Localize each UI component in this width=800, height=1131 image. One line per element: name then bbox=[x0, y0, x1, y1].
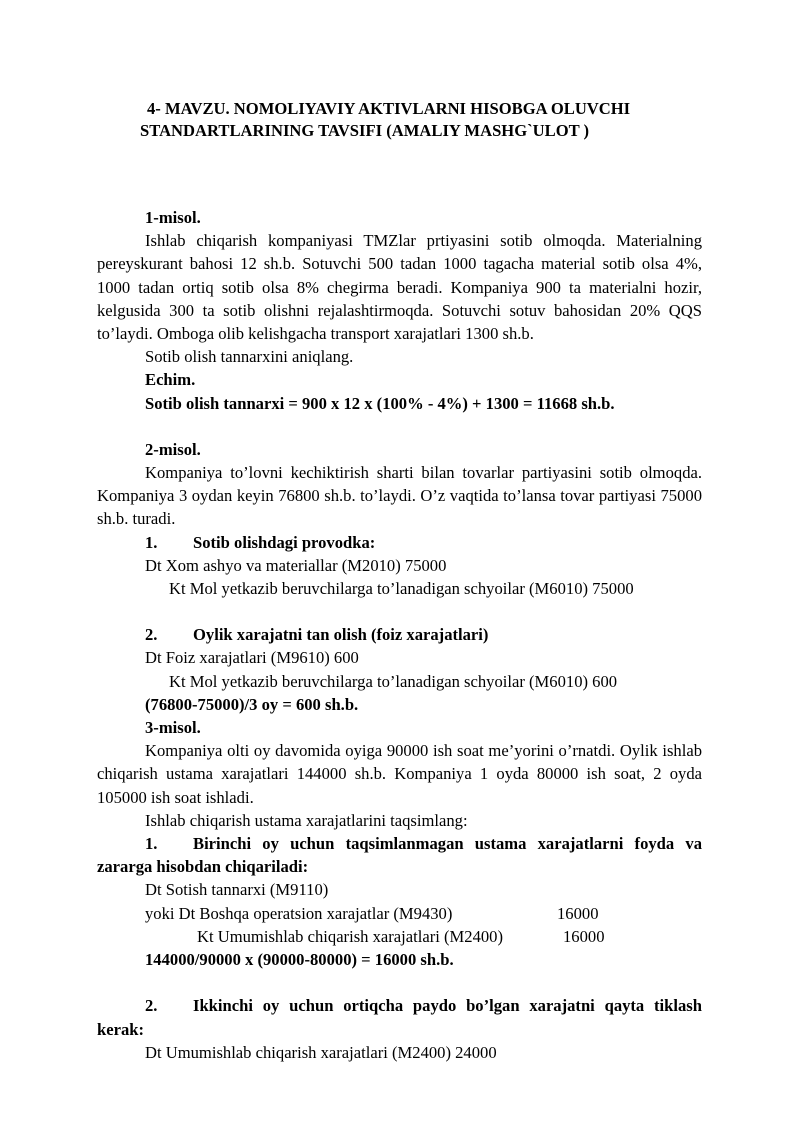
title-line-1: 4- MAVZU. NOMOLIYAVIY AKTIVLARNI HISOBGA OLUVCHI bbox=[147, 99, 631, 118]
ex3-step1-title: Birinchi oy uchun taqsimlanmagan ustama xarajatlarni foyda va zararga hisobdan chiqariladi: bbox=[97, 834, 702, 877]
ex3-step1-formula: 144000/90000 x (90000-80000) = 16000 sh.b. bbox=[145, 950, 454, 970]
ex3-task: Ishlab chiqarish ustama xarajatlarini taqsimlang: bbox=[145, 810, 468, 830]
ex3-heading: 3-misol. bbox=[145, 718, 201, 738]
page-title bbox=[97, 98, 702, 142]
ex2-step2-debit: Dt Foiz xarajatlari (M9610) 600 bbox=[145, 648, 359, 668]
ex1-heading: 1-misol. bbox=[145, 208, 201, 227]
ex3-step1-credit bbox=[97, 925, 702, 948]
ex2-step2-title: Oylik xarajatni tan olish (foiz xarajatlari) bbox=[193, 625, 489, 645]
ex3-step2-debit: Dt Umumishlab chiqarish xarajatlari (M2400) 24000 bbox=[145, 1042, 497, 1062]
ex1-text: Ishlab chiqarish kompaniyasi TMZlar prtiyasini sotib olmoqda. Materialning pereyskurant bahosi 12 sh.b. Sotuvchi 500 tadan 1000 tagacha material sotib olsa 4%, 1000 tadan ortiq sotib olsa 8% chegirma beradi. Kompaniya 900 ta materialni hozir, kelgusida 300 ta sotib olishni rejalashtirmoqda. Sotuvchi sotuv bahosidan 20% QQS to’laydi. Omboga olib kelishgacha transport xarajatlari 1300 sh.b. bbox=[97, 231, 702, 344]
ex2-step2 bbox=[97, 623, 702, 646]
ex3-text: Kompaniya olti oy davomida oyiga 90000 ish soat me’yorini o’rnatdi. Oylik ishlab chiqarish ustama xarajatlari 144000 sh.b. Kompaniya 1 oyda 80000 ish soat, 2 oyda 105000 ish soat ishladi. bbox=[97, 741, 702, 807]
ex3-step1-debit: Dt Sotish tannarxi (M9110) bbox=[145, 880, 329, 900]
ex2-step2-formula: (76800-75000)/3 oy = 600 sh.b. bbox=[145, 694, 359, 714]
ex3-step2-title: Ikkinchi oy uchun ortiqcha paydo bo’lgan xarajatni qayta tiklash kerak: bbox=[97, 996, 702, 1039]
ex3-step1 bbox=[97, 832, 702, 878]
ex1-task: Sotib olish tannarxini aniqlang. bbox=[145, 347, 354, 367]
ex3-step1-debit-alt-label: yoki Dt Boshqa operatsion xarajatlar (M9430) bbox=[145, 903, 453, 923]
ex3-step1-credit-amount: 16000 bbox=[563, 926, 605, 946]
ex2-step1-number: 1. bbox=[145, 532, 158, 552]
ex2-heading: 2-misol. bbox=[145, 439, 201, 459]
ex3-step1-credit-label: Kt Umumishlab chiqarish xarajatlari (M2400) bbox=[197, 926, 503, 946]
ex3-step1-debit-alt bbox=[97, 902, 702, 925]
ex2-step1 bbox=[97, 531, 702, 554]
ex3-step2 bbox=[97, 994, 702, 1040]
ex1-formula: Sotib olish tannarxi = 900 x 12 x (100% - 4%) + 1300 = 11668 sh.b. bbox=[145, 393, 615, 413]
ex2-step1-credit: Kt Mol yetkazib beruvchilarga to’lanadigan schyoilar (M6010) 75000 bbox=[169, 579, 634, 599]
ex3-step2-number: 2. bbox=[145, 996, 158, 1016]
ex2-text: Kompaniya to’lovni kechiktirish sharti bilan tovarlar partiyasini sotib olmoqda. Kompaniya 3 oydan keyin 76800 sh.b. to’laydi. O’z vaqtida to’lansa tovar partiyasi 75000 sh.b. turadi. bbox=[97, 463, 702, 529]
ex2-step1-debit: Dt Xom ashyo va materiallar (M2010) 75000 bbox=[145, 555, 447, 575]
ex2-step1-title: Sotib olishdagi provodka: bbox=[193, 532, 376, 552]
ex2-step2-number: 2. bbox=[145, 625, 158, 645]
title-line-2: STANDARTLARINING TAVSIFI (AMALIY MASHG`ULOT ) bbox=[140, 121, 590, 140]
ex1-solution-label: Echim. bbox=[145, 370, 196, 390]
document-page bbox=[97, 98, 702, 1064]
ex2-step2-credit: Kt Mol yetkazib beruvchilarga to’lanadigan schyoilar (M6010) 600 bbox=[169, 671, 618, 691]
ex3-step1-number: 1. bbox=[145, 834, 158, 854]
ex3-step1-debit-amount: 16000 bbox=[557, 903, 599, 923]
